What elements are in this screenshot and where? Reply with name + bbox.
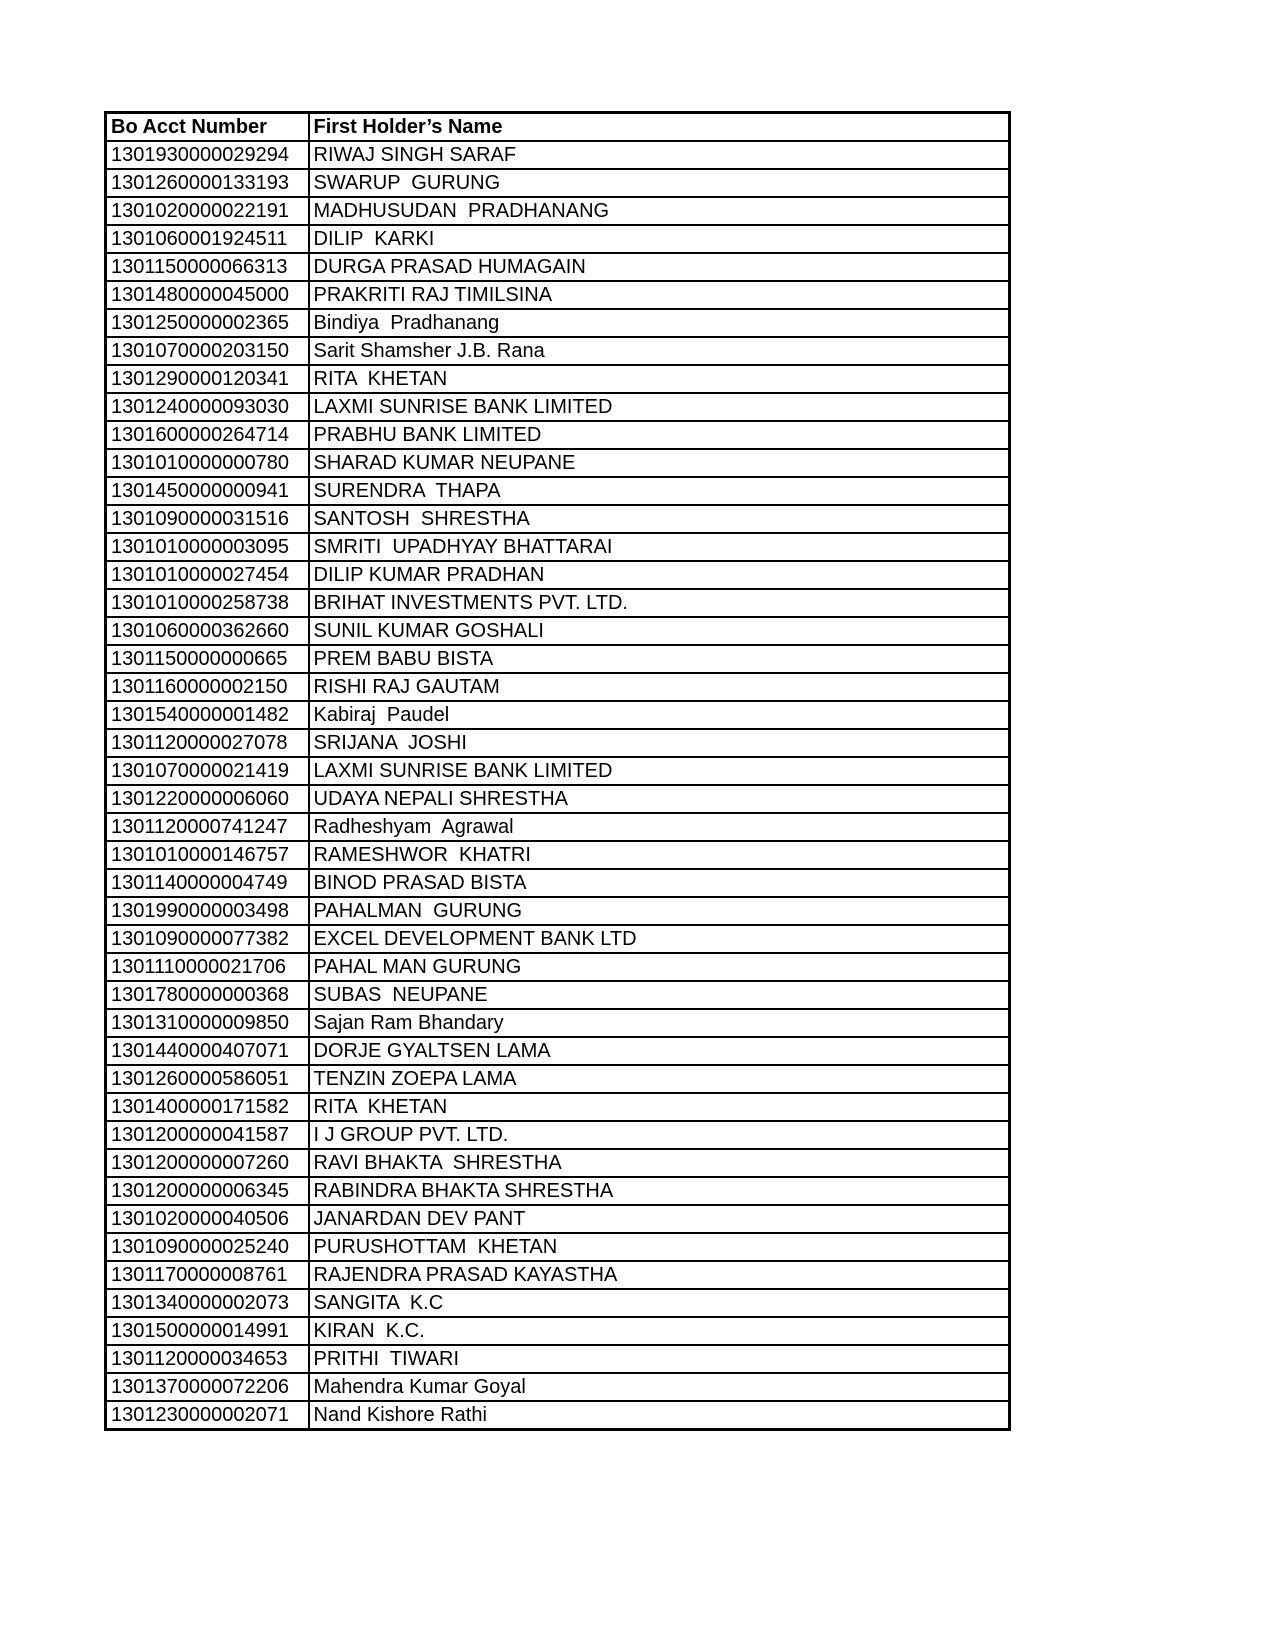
- holder-name-cell: RISHI RAJ GAUTAM: [309, 673, 1010, 701]
- holder-name-cell: RAMESHWOR KHATRI: [309, 841, 1010, 869]
- holder-name-cell: RITA KHETAN: [309, 365, 1010, 393]
- bo-acct-number-cell: 1301540000001482: [106, 701, 309, 729]
- bo-acct-number-cell: 1301120000741247: [106, 813, 309, 841]
- table-row: [106, 393, 1010, 421]
- holder-name-cell: PRITHI TIWARI: [309, 1345, 1010, 1373]
- bo-acct-number-cell: 1301010000003095: [106, 533, 309, 561]
- table-row: [106, 645, 1010, 673]
- bo-acct-number-cell: 1301110000021706: [106, 953, 309, 981]
- holder-name-cell: Nand Kishore Rathi: [309, 1401, 1010, 1430]
- bo-acct-number-cell: 1301340000002073: [106, 1289, 309, 1317]
- holder-name-cell: UDAYA NEPALI SHRESTHA: [309, 785, 1010, 813]
- table-row: [106, 953, 1010, 981]
- holder-name-cell: JANARDAN DEV PANT: [309, 1205, 1010, 1233]
- holder-name-cell: Radheshyam Agrawal: [309, 813, 1010, 841]
- table-row: [106, 589, 1010, 617]
- holder-name-cell: EXCEL DEVELOPMENT BANK LTD: [309, 925, 1010, 953]
- holder-name-cell: BRIHAT INVESTMENTS PVT. LTD.: [309, 589, 1010, 617]
- holder-name-cell: DORJE GYALTSEN LAMA: [309, 1037, 1010, 1065]
- bo-acct-number-cell: 1301120000034653: [106, 1345, 309, 1373]
- table-row: [106, 421, 1010, 449]
- holder-name-cell: Bindiya Pradhanang: [309, 309, 1010, 337]
- bo-acct-number-cell: 1301990000003498: [106, 897, 309, 925]
- holder-name-cell: DURGA PRASAD HUMAGAIN: [309, 253, 1010, 281]
- bo-acct-number-cell: 1301150000066313: [106, 253, 309, 281]
- bo-acct-number-cell: 1301310000009850: [106, 1009, 309, 1037]
- bo-acct-number-cell: 1301930000029294: [106, 141, 309, 169]
- table-row: [106, 449, 1010, 477]
- holder-name-cell: RAJENDRA PRASAD KAYASTHA: [309, 1261, 1010, 1289]
- table-row: [106, 729, 1010, 757]
- table-row: [106, 309, 1010, 337]
- table-row: [106, 897, 1010, 925]
- table-row: [106, 617, 1010, 645]
- table-row: [106, 197, 1010, 225]
- table-row: [106, 785, 1010, 813]
- table-row: [106, 253, 1010, 281]
- table-row: [106, 281, 1010, 309]
- table-row: [106, 1009, 1010, 1037]
- holder-name-cell: Mahendra Kumar Goyal: [309, 1373, 1010, 1401]
- header-holder-name: First Holder’s Name: [309, 113, 1010, 142]
- bo-acct-number-cell: 1301150000000665: [106, 645, 309, 673]
- table-row: [106, 477, 1010, 505]
- bo-acct-number-cell: 1301010000146757: [106, 841, 309, 869]
- bo-acct-number-cell: 1301060001924511: [106, 225, 309, 253]
- holder-name-cell: PRAKRITI RAJ TIMILSINA: [309, 281, 1010, 309]
- table-row: [106, 533, 1010, 561]
- holder-name-cell: Kabiraj Paudel: [309, 701, 1010, 729]
- bo-acct-number-cell: 1301140000004749: [106, 869, 309, 897]
- table-row: [106, 225, 1010, 253]
- bo-acct-number-cell: 1301290000120341: [106, 365, 309, 393]
- holder-name-cell: DILIP KUMAR PRADHAN: [309, 561, 1010, 589]
- bo-acct-number-cell: 1301250000002365: [106, 309, 309, 337]
- holder-name-cell: I J GROUP PVT. LTD.: [309, 1121, 1010, 1149]
- table-row: [106, 1149, 1010, 1177]
- holder-name-cell: RIWAJ SINGH SARAF: [309, 141, 1010, 169]
- table-row: [106, 169, 1010, 197]
- table-row: [106, 1289, 1010, 1317]
- holder-name-cell: TENZIN ZOEPA LAMA: [309, 1065, 1010, 1093]
- holder-name-cell: KIRAN K.C.: [309, 1317, 1010, 1345]
- table-row: [106, 1121, 1010, 1149]
- holder-name-cell: PRABHU BANK LIMITED: [309, 421, 1010, 449]
- table-row: [106, 869, 1010, 897]
- table-row: [106, 981, 1010, 1009]
- bo-acct-number-cell: 1301090000031516: [106, 505, 309, 533]
- bo-acct-number-cell: 1301090000077382: [106, 925, 309, 953]
- table-row: [106, 1317, 1010, 1345]
- bo-acct-number-cell: 1301370000072206: [106, 1373, 309, 1401]
- holder-name-cell: LAXMI SUNRISE BANK LIMITED: [309, 393, 1010, 421]
- header-acct-number: Bo Acct Number: [106, 113, 309, 142]
- table-row: [106, 1177, 1010, 1205]
- table-row: [106, 701, 1010, 729]
- bo-acct-number-cell: 1301060000362660: [106, 617, 309, 645]
- bo-acct-number-cell: 1301020000022191: [106, 197, 309, 225]
- table-row: [106, 1233, 1010, 1261]
- holder-name-cell: SRIJANA JOSHI: [309, 729, 1010, 757]
- table-row: [106, 673, 1010, 701]
- holder-name-cell: PURUSHOTTAM KHETAN: [309, 1233, 1010, 1261]
- bo-acct-number-cell: 1301170000008761: [106, 1261, 309, 1289]
- bo-acct-number-cell: 1301230000002071: [106, 1401, 309, 1430]
- table-row: [106, 1401, 1010, 1430]
- table-row: [106, 1345, 1010, 1373]
- holder-name-cell: BINOD PRASAD BISTA: [309, 869, 1010, 897]
- holder-name-cell: SHARAD KUMAR NEUPANE: [309, 449, 1010, 477]
- holder-name-cell: Sarit Shamsher J.B. Rana: [309, 337, 1010, 365]
- bo-acct-number-cell: 1301010000258738: [106, 589, 309, 617]
- table-row: [106, 757, 1010, 785]
- bo-acct-number-cell: 1301160000002150: [106, 673, 309, 701]
- bo-acct-number-cell: 1301500000014991: [106, 1317, 309, 1345]
- holder-name-cell: MADHUSUDAN PRADHANANG: [309, 197, 1010, 225]
- holder-name-cell: SUNIL KUMAR GOSHALI: [309, 617, 1010, 645]
- bo-acct-number-cell: 1301260000133193: [106, 169, 309, 197]
- bo-acct-number-cell: 1301600000264714: [106, 421, 309, 449]
- holder-name-cell: LAXMI SUNRISE BANK LIMITED: [309, 757, 1010, 785]
- holder-name-cell: RAVI BHAKTA SHRESTHA: [309, 1149, 1010, 1177]
- table-row: [106, 813, 1010, 841]
- bo-acct-number-cell: 1301450000000941: [106, 477, 309, 505]
- holder-name-cell: SURENDRA THAPA: [309, 477, 1010, 505]
- bo-acct-number-cell: 1301120000027078: [106, 729, 309, 757]
- bo-acct-number-cell: 1301200000041587: [106, 1121, 309, 1149]
- holder-name-cell: PREM BABU BISTA: [309, 645, 1010, 673]
- table-row: [106, 561, 1010, 589]
- table-row: [106, 1065, 1010, 1093]
- holder-name-cell: PAHALMAN GURUNG: [309, 897, 1010, 925]
- table-row: [106, 1093, 1010, 1121]
- table-row: [106, 505, 1010, 533]
- bo-acct-number-cell: 1301440000407071: [106, 1037, 309, 1065]
- holder-name-cell: RABINDRA BHAKTA SHRESTHA: [309, 1177, 1010, 1205]
- bo-acct-number-cell: 1301780000000368: [106, 981, 309, 1009]
- bo-acct-number-cell: 1301200000006345: [106, 1177, 309, 1205]
- bo-acct-number-cell: 1301010000027454: [106, 561, 309, 589]
- bo-acct-number-cell: 1301240000093030: [106, 393, 309, 421]
- table-row: [106, 365, 1010, 393]
- bo-acct-number-cell: 1301020000040506: [106, 1205, 309, 1233]
- table-row: [106, 925, 1010, 953]
- bo-acct-number-cell: 1301010000000780: [106, 449, 309, 477]
- holder-name-cell: RITA KHETAN: [309, 1093, 1010, 1121]
- bo-acct-number-cell: 1301260000586051: [106, 1065, 309, 1093]
- bo-acct-number-cell: 1301200000007260: [106, 1149, 309, 1177]
- bo-acct-number-cell: 1301090000025240: [106, 1233, 309, 1261]
- holder-name-cell: SUBAS NEUPANE: [309, 981, 1010, 1009]
- header-row: [106, 113, 1010, 142]
- table-row: [106, 141, 1010, 169]
- bo-acct-number-cell: 1301480000045000: [106, 281, 309, 309]
- holder-name-cell: Sajan Ram Bhandary: [309, 1009, 1010, 1037]
- holder-name-cell: PAHAL MAN GURUNG: [309, 953, 1010, 981]
- holder-name-cell: SANTOSH SHRESTHA: [309, 505, 1010, 533]
- table-row: [106, 841, 1010, 869]
- holder-name-cell: SMRITI UPADHYAY BHATTARAI: [309, 533, 1010, 561]
- table-row: [106, 1373, 1010, 1401]
- table-row: [106, 337, 1010, 365]
- holder-name-cell: SANGITA K.C: [309, 1289, 1010, 1317]
- table-row: [106, 1261, 1010, 1289]
- bo-acct-number-cell: 1301220000006060: [106, 785, 309, 813]
- bo-acct-number-cell: 1301070000203150: [106, 337, 309, 365]
- table-row: [106, 1037, 1010, 1065]
- table-body: [106, 141, 1010, 1430]
- bo-acct-number-cell: 1301070000021419: [106, 757, 309, 785]
- holder-name-cell: SWARUP GURUNG: [309, 169, 1010, 197]
- bo-acct-number-cell: 1301400000171582: [106, 1093, 309, 1121]
- holders-table: [104, 111, 1011, 1431]
- table-row: [106, 1205, 1010, 1233]
- holder-name-cell: DILIP KARKI: [309, 225, 1010, 253]
